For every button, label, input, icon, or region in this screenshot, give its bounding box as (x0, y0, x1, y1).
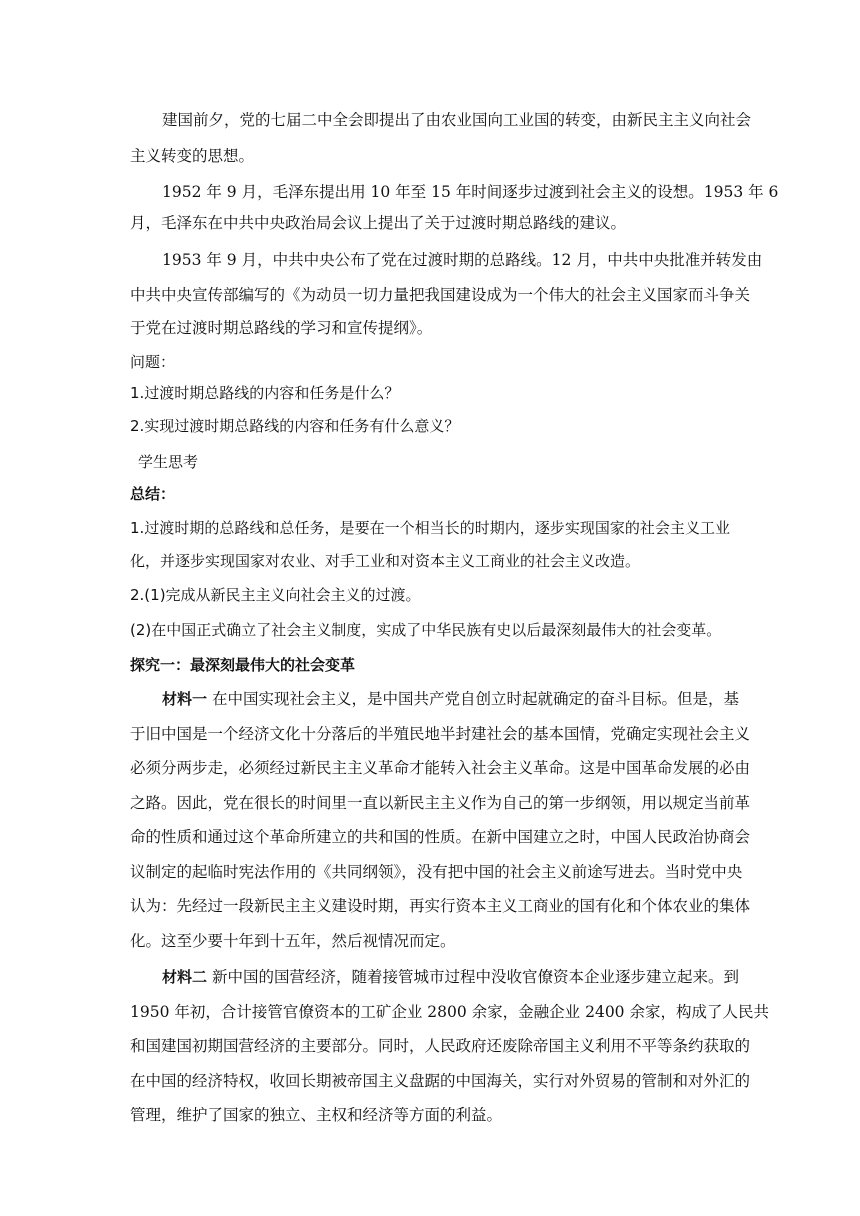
material-1-line-4: 之路。因此，党在很长的时间里一直以新民主主义作为自己的第一步纲领，用以规定当前革 (130, 794, 751, 812)
material-1-line-3: 必须分两步走，必须经过新民主主义革命才能转入社会主义革命。这是中国革命发展的必由 (130, 759, 751, 777)
material-1-line-5: 命的性质和通过这个革命所建立的共和国的性质。在新中国建立之时，中国人民政治协商会 (130, 828, 751, 846)
intro-p3-line-1: 1953 年 9 月，中共中央公布了党在过渡时期的总路线。12 月，中共中央批准并转发由 (162, 251, 763, 269)
material-1-line-7: 认为：先经过一段新民主主义建设时期，再实行资本主义工商业的国有化和个体农业的集体 (130, 897, 751, 915)
intro-p1-line-1: 建国前夕，党的七届二中全会即提出了由农业国向工业国的转变，由新民主主义向社会 (162, 111, 752, 129)
questions-heading: 问题： (130, 353, 176, 371)
summary-1-line-1: 1.过渡时期的总路线和总任务，是要在一个相当长的时期内，逐步实现国家的社会主义工业 (130, 519, 730, 537)
material-1-line-2: 于旧中国是一个经济文化十分落后的半殖民地半封建社会的基本国情，党确定实现社会主义 (130, 725, 751, 743)
material-2-line-4: 在中国的经济特权，收回长期被帝国主义盘踞的中国海关，实行对外贸易的管制和对外汇的 (130, 1072, 751, 1090)
intro-p3-line-3: 于党在过渡时期总路线的学习和宣传提纲》。 (130, 319, 433, 337)
material-1-line-8: 化。这至少要十年到十五年，然后视情况而定。 (130, 932, 456, 950)
material-2-label: 材料二 (162, 968, 208, 986)
summary-2a: 2.(1)完成从新民主主义向社会主义的过渡。 (130, 586, 421, 604)
student-think: 学生思考 (138, 453, 199, 471)
summary-2b: (2)在中国正式确立了社会主义制度，实成了中华民族有史以后最深刻最伟大的社会变革。 (130, 621, 722, 639)
intro-p2-line-1: 1952 年 9 月，毛泽东提出用 10 年至 15 年时间逐步过渡到社会主义的设想。1953 年 6 (162, 183, 779, 201)
material-2-line-3: 和国建国初期国营经济的主要部分。同时，人民政府还废除帝国主义利用不平等条约获取的 (130, 1037, 751, 1055)
material-2-line-2: 1950 年初，合计接管官僚资本的工矿企业 2800 余家，金融企业 2400 余家，构成了人民共 (130, 1003, 769, 1021)
question-1: 1.过渡时期总路线的内容和任务是什么？ (130, 384, 400, 402)
intro-p2-line-2: 月，毛泽东在中共中央政治局会议上提出了关于过渡时期总路线的建议。 (130, 214, 627, 232)
material-1-line-6: 议制定的起临时宪法作用的《共同纲领》，没有把中国的社会主义前途写进去。当时党中央 (130, 863, 743, 881)
material-1-label: 材料一 (162, 690, 208, 708)
intro-p1-line-2: 主义转变的思想。 (130, 147, 255, 165)
question-2: 2.实现过渡时期总路线的内容和任务有什么意义？ (130, 417, 460, 435)
material-1-line-1: 材料一 在中国实现社会主义，是中国共产党自创立时起就确定的奋斗目标。但是，基 (162, 690, 739, 708)
explore-heading: 探究一：最深刻最伟大的社会变革 (130, 656, 356, 674)
summary-heading: 总结： (130, 485, 176, 503)
material-2-line-1: 材料二 新中国的国营经济，随着接管城市过程中没收官僚资本企业逐步建立起来。到 (162, 968, 739, 986)
summary-1-line-2: 化，并逐步实现国家对农业、对手工业和对资本主义工商业的社会主义改造。 (130, 552, 641, 570)
intro-p3-line-2: 中共中央宣传部编写的《为动员一切力量把我国建设成为一个伟大的社会主义国家而斗争关 (130, 286, 751, 304)
material-2-line-5: 管理，维护了国家的独立、主权和经济等方面的利益。 (130, 1106, 503, 1124)
